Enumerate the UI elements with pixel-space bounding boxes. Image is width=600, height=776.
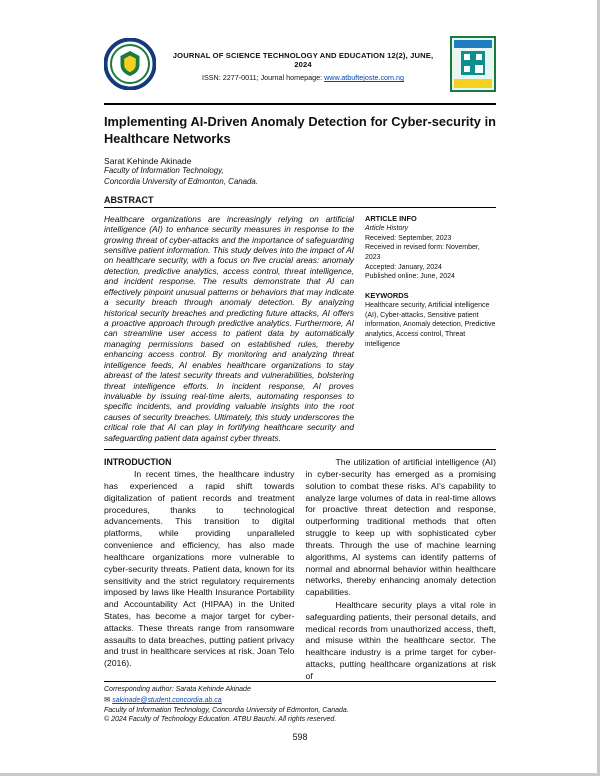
abstract-heading: ABSTRACT [104,194,154,205]
envelope-icon: ✉ [104,694,111,704]
footer-affiliation-line: Faculty of Information Technology, Concordia University of Edmonton, Canada. [104,706,349,714]
issn-text: ISSN: 2277-0011; Journal homepage: [201,73,325,82]
introduction-section [104,457,496,683]
journal-homepage-link[interactable]: www.atbuftejoste.com.ng [324,73,405,82]
corresponding-email-line [104,695,496,706]
corresponding-author-line: Corresponding author: Sarata Kehinde Akinade [104,686,251,693]
article-history-heading: Article History [365,225,409,232]
page-content [104,36,496,683]
history-accepted: Accepted: January, 2024 [365,263,442,271]
article-info-box [365,214,496,443]
journal-masthead [164,51,442,82]
introduction-heading: INTRODUCTION [104,457,172,468]
corresponding-email-link[interactable]: sakinade@student.concordia.ab.ca [112,696,222,704]
university-seal-icon [104,38,156,90]
issn-line [164,73,442,82]
introduction-paragraph-2: The utilization of artificial intelligence (AI) in cyber-security has emerged as a promising solution to combat these risks. AI's capability to analyze large volumes of data in real-time allows for proactive threat detection and response, outperforming traditional methods that often struggle to keep up with sophisticated cyber threats. Through the use of machine learning algorithms, AI systems can identify patterns of normal and abnormal behavior within healthcare networks, thereby enhancing anomaly detection capabilities. [305,457,496,598]
page-number: 598 [292,732,308,743]
journal-title-line: JOURNAL OF SCIENCE TECHNOLOGY AND EDUCATION 12(2), JUNE, 2024 [172,51,434,69]
journal-header [104,36,496,97]
abstract-section [104,214,496,443]
keywords-text: Healthcare security, Artificial intelligence (AI), Cyber-attacks, Sensitive patient information, Anomaly detection, Predictive analytics, Access control, Threat intelligence [365,302,496,348]
article-info-heading: ARTICLE INFO [365,213,417,223]
footnote-divider [104,681,496,682]
author-affiliation-line2: Concordia University of Edmonton, Canada. [104,176,258,186]
page-footer [104,681,496,744]
header-divider [104,103,496,105]
introduction-paragraph-3: Healthcare security plays a vital role in safeguarding patients, their personal details, and medical records from unauthorized access, theft, and misuse within the healthcare sector. The healthcare industry is a prime target for cyber-attacks, putting healthcare organizations at risk of [305,600,496,681]
introduction-column-left [104,457,295,683]
article-title: Implementing AI-Driven Anomaly Detection for Cyber-security in Healthcare Networks [104,114,496,146]
journal-badge-icon [450,36,496,92]
abstract-bottom-divider [104,449,496,450]
introduction-paragraph-1: In recent times, the healthcare industry has experienced a rapid shift towards digitalization of patient records and treatment procedures, thanks to technological advancements. This transition to digital platforms, while providing unparalleled convenience and efficiency, has also made healthcare organizations more vulnerable to cyber-security threats. Patient data, known for its sensitivity and the strict regulatory requirements imposed by laws like Health Insurance Portability and Accountability Act (HIPAA) in the United States, has become a major target for cyber-attacks. These threats range from ransomware assaults to data breaches, putting patient privacy and trust in healthcare services at risk. Joan Telo (2016). [104,469,295,669]
introduction-column-right [306,457,497,683]
university-seal-logo [104,38,156,95]
history-revised: Received in revised form: November, 2023 [365,244,480,261]
journal-badge-logo [450,36,496,97]
abstract-text: Healthcare organizations are increasingly relying on artificial intelligence (AI) to enhance security measures in response to the growing threat of cyber-attacks and the importance of safeguarding sensitive patient information. This study delves into the impact of AI on healthcare security, with a focus on five crucial areas: anomaly detection, predictive analytics, access control, threat intelligence, and incident response. The results demonstrate that AI can effectively pinpoint unusual patterns or behaviors that may indicate a security breach through anomaly detection. By analyzing historical security breaches and predicting future attacks, AI offers a proactive approach through predictive analytics. Furthermore, AI can streamline user access to patient data by automatically managing permissions based on established rules, thereby enhancing access control. By monitoring and analyzing threat intelligence feeds, AI enables healthcare organizations to stay abreast of the latest security threats and vulnerabilities, bolstering threat intelligence efforts. In incident response, AI proves invaluable by issuing real-time alerts, automating responses to specific incidents, and providing valuable insights into the root causes of security breaches. Ultimately, this study underscores the critical role that AI can play in fortifying healthcare security and safeguarding patient data against cyber threats. [104,213,354,443]
history-published: Published online: June, 2024 [365,273,455,281]
footer-copyright-line: © 2024 Faculty of Technology Education. ATBU Bauchi. All rights reserved. [104,716,337,724]
author-affiliation-line1: Faculty of Information Technology, [104,166,224,176]
abstract-top-divider [104,207,496,208]
history-received: Received: September, 2023 [365,234,452,242]
author-name: Sarat Kehinde Akinade [104,156,192,167]
keywords-heading: KEYWORDS [365,290,409,300]
